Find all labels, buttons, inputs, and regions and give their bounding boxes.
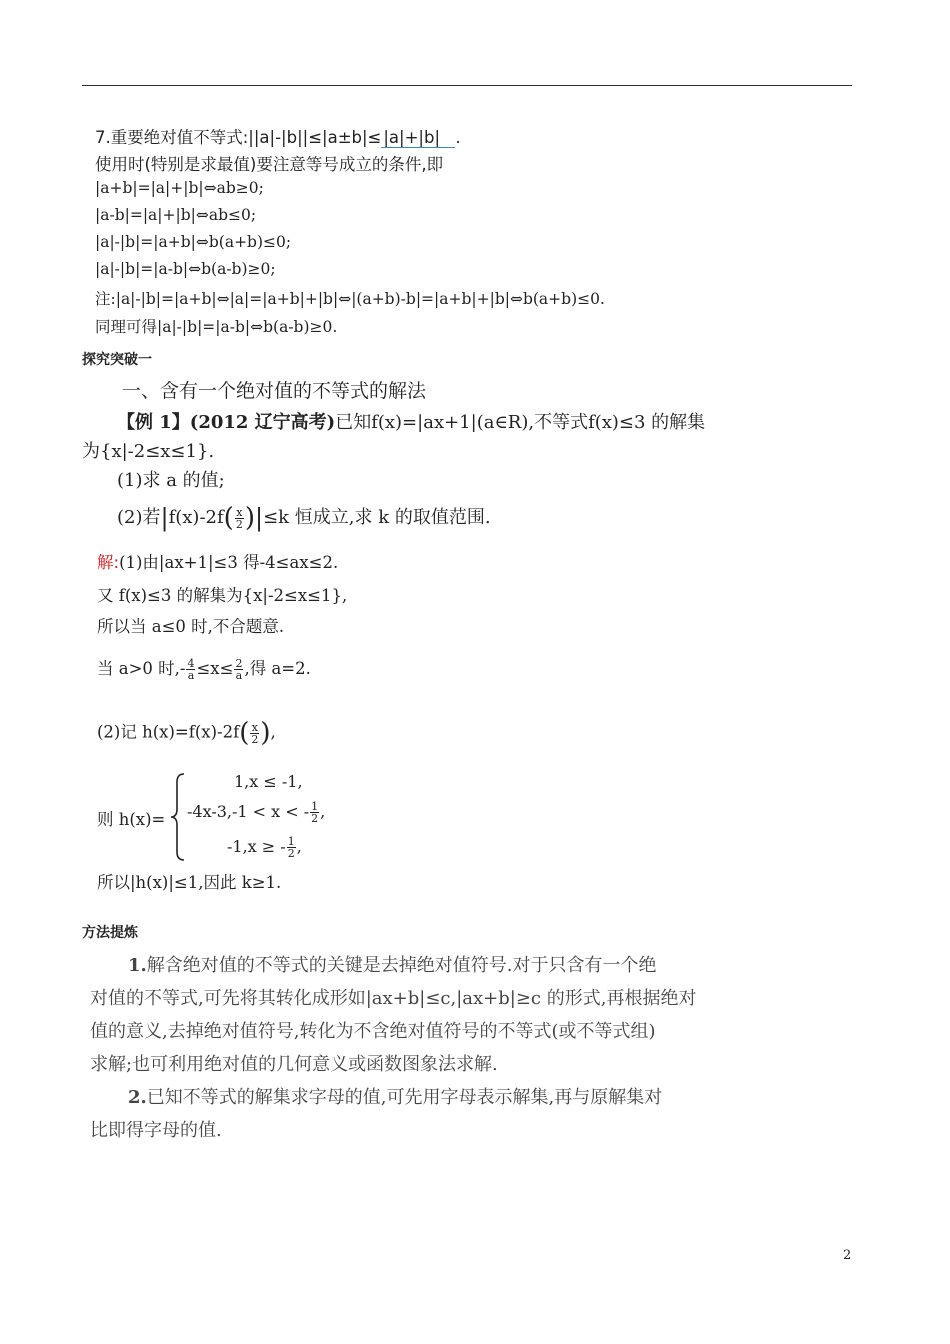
solution-line-1: 解:(1)由|ax+1|≤3 得-4≤ax≤2. xyxy=(97,553,339,572)
solution-label: 解: xyxy=(97,553,120,572)
example-line-2: 为{x|-2≤x≤1}. xyxy=(82,441,215,462)
condition-1: |a+b|=|a|+|b|⇔ab≥0; xyxy=(95,179,264,197)
fraction-4-over-a: $\frac{4}{a}$ xyxy=(187,657,195,682)
fraction-2-over-a: $\frac{2}{a}$ xyxy=(235,657,243,682)
fraction-x-over-2: $\frac{x}{2}$ xyxy=(235,505,243,531)
title-answer-blank: |a|+|b| xyxy=(381,128,455,148)
header-rule xyxy=(82,85,852,86)
condition-3: |a|-|b|=|a+b|⇔b(a+b)≤0; xyxy=(95,233,292,251)
fraction-1-over-2: $\frac{1}{2}$ xyxy=(311,800,319,825)
method-p1-line-3: 值的意义,去掉绝对值符号,转化为不含绝对值符号的不等式(或不等式组) xyxy=(90,1021,656,1042)
section-heading: 一、含有一个绝对值的不等式的解法 xyxy=(122,380,427,402)
solution-final: 所以|h(x)|≤1,因此 k≥1. xyxy=(97,873,282,892)
question-2: (2)若|f(x)-2f( $\frac{x}{2}$ )|≤k 恒成立,求 k 的取值范围. xyxy=(117,503,491,533)
page-number: 2 xyxy=(843,1248,852,1263)
solution-line-3: 所以当 a≤0 时,不合题意. xyxy=(97,617,285,636)
piecewise-case-2: -4x-3,-1 < x < - $\frac{1}{2}$ , xyxy=(187,800,326,825)
method-p1-line-4: 求解;也可利用绝对值的几何意义或函数图象法求解. xyxy=(90,1054,498,1075)
fraction-1-over-2: $\frac{1}{2}$ xyxy=(287,835,295,860)
piecewise-case-1: 1,x ≤ -1, xyxy=(234,772,303,791)
method-p2-line-1: 2.已知不等式的解集求字母的值,可先用字母表示解集,再与原解集对 xyxy=(128,1087,663,1108)
section7-note: 注:|a|-|b|=|a+b|⇔|a|=|a+b|+|b|⇔|(a+b)-b|=|a+b|+|b|⇔b(a+b)≤0. xyxy=(95,290,605,308)
method-p1-line-1: 1.解含绝对值的不等式的关键是去掉绝对值符号.对于只含有一个绝 xyxy=(128,955,657,976)
method-p2-line-2: 比即得字母的值. xyxy=(90,1120,222,1141)
example-tag: 【例 1】 xyxy=(117,412,190,433)
piecewise-label: 则 h(x)= xyxy=(97,810,166,829)
section7-similar: 同理可得|a|-|b|=|a-b|⇔b(a-b)≥0. xyxy=(95,318,338,336)
left-brace-icon xyxy=(170,772,186,862)
method-label: 方法提炼 xyxy=(82,925,138,941)
section7-usage: 使用时(特别是求最值)要注意等号成立的条件,即 xyxy=(95,155,444,174)
solution-line-4: 当 a>0 时,- $\frac{4}{a}$ ≤x≤ $\frac{2}{a}$ ,得 a=2. xyxy=(97,657,311,682)
section7-title: 7.重要绝对值不等式:||a|-|b||≤|a±b|≤ |a|+|b| . xyxy=(95,128,461,147)
condition-4: |a|-|b|=|a-b|⇔b(a-b)≥0; xyxy=(95,260,276,278)
solution-line-2: 又 f(x)≤3 的解集为{x|-2≤x≤1}, xyxy=(97,586,348,605)
explore-label: 探究突破一 xyxy=(82,352,152,368)
piecewise-case-3: -1,x ≥ - $\frac{1}{2}$ , xyxy=(227,835,302,860)
fraction-x-over-2: $\frac{x}{2}$ xyxy=(251,720,259,746)
question-1: (1)求 a 的值; xyxy=(117,470,225,491)
solution-line-5: (2)记 h(x)=f(x)-2f( $\frac{x}{2}$ ), xyxy=(97,718,276,748)
example-line-1: 【例 1】(2012 辽宁高考)已知f(x)=|ax+1|(a∈R),不等式f(x)≤3 的解集 xyxy=(117,412,706,433)
example-source: (2012 辽宁高考) xyxy=(189,412,336,433)
method-p1-line-2: 对值的不等式,可先将其转化成形如|ax+b|≤c,|ax+b|≥c 的形式,再根据绝对 xyxy=(90,988,697,1009)
condition-2: |a-b|=|a|+|b|⇔ab≤0; xyxy=(95,206,257,224)
